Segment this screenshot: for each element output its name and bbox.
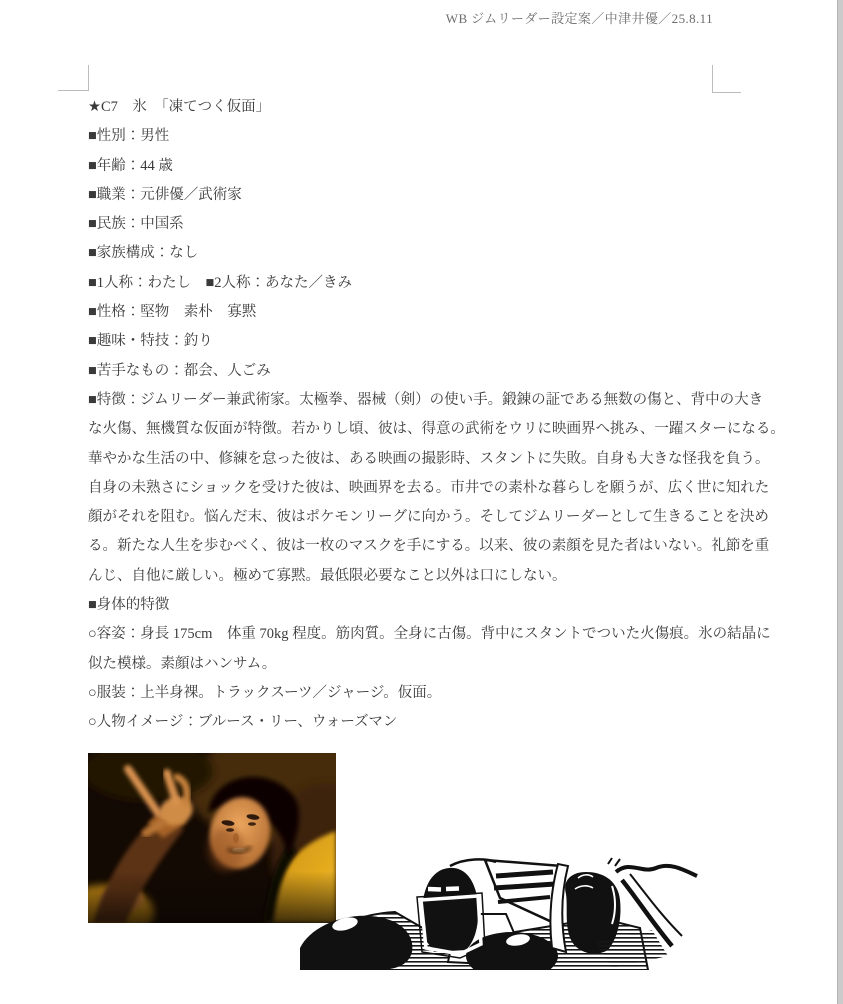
bruce-lee-reference-photo (88, 753, 336, 923)
field-gender: ■性別：男性 (88, 128, 170, 145)
clothing-line: ○服装：上半身裸。トラックスーツ／ジャージ。仮面。 (88, 684, 442, 701)
feature-paragraph-line-7: んじ、自他に厳しい。極めて寡黙。最低限必要なこと以外は口にしない。 (88, 567, 567, 584)
physical-section-heading: ■身体的特徴 (88, 597, 170, 614)
appearance-line-2: 似た模様。素顔はハンサム。 (88, 655, 277, 672)
field-occupation: ■職業：元俳優／武術家 (88, 186, 242, 203)
persona-reference-line: ○人物イメージ：ブルース・リー、ウォーズマン (88, 714, 398, 731)
text-boundary-mark-top-left (58, 65, 89, 91)
masked-fighter-manga-illustration (300, 856, 700, 970)
field-family: ■家族構成：なし (88, 245, 199, 262)
feature-paragraph-line-1: ■特徴：ジムリーダー兼武術家。太極拳、器械（剣）の使い手。鍛錬の証である無数の傷と、背中の大き (88, 391, 764, 408)
scrollbar-track[interactable] (837, 0, 843, 1004)
field-hobby: ■趣味・特技：釣り (88, 333, 213, 350)
feature-paragraph-line-4: 自身の未熟さにショックを受けた彼は、映画界を去る。市井での素朴な暮らしを願うが、広く世に知れた (88, 479, 770, 496)
feature-paragraph-line-3: 華やかな生活の中、修練を怠った彼は、ある映画の撮影時、スタントに失敗。自身も大きな怪我を負う。 (88, 450, 770, 467)
document-header: WB ジムリーダー設定案／中津井優／25.8.11 (445, 11, 713, 26)
feature-paragraph-line-6: る。新たな人生を歩むべく、彼は一枚のマスクを手にする。以来、彼の素顔を見た者はいない。礼節を重 (88, 538, 770, 555)
feature-paragraph-line-5: 顔がそれを阻む。悩んだ末、彼はポケモンリーグに向かう。そしてジムリーダーとして生きることを決め (88, 509, 769, 526)
field-age: ■年齢：44 歳 (88, 157, 173, 174)
field-pronouns: ■1人称：わたし ■2人称：あなた／きみ (88, 274, 353, 291)
feature-paragraph-line-2: な火傷、無機質な仮面が特徴。若かりし頃、彼は、得意の武術をウリに映画界へ挑み、一躍スターになる。 (88, 421, 785, 438)
field-ethnicity: ■民族：中国系 (88, 216, 184, 233)
field-weakness: ■苦手なもの：都会、人ごみ (88, 362, 271, 379)
document-body (88, 93, 785, 738)
text-boundary-mark-top-right (712, 65, 741, 93)
field-personality: ■性格：堅物 素朴 寡黙 (88, 304, 257, 321)
character-title-line: ★C7 氷 「凍てつく仮面」 (88, 99, 271, 115)
appearance-line-1: ○容姿：身長 175cm 体重 70kg 程度。筋肉質。全身に古傷。背中にスタントでついた火傷痕。氷の結晶に (88, 626, 771, 643)
